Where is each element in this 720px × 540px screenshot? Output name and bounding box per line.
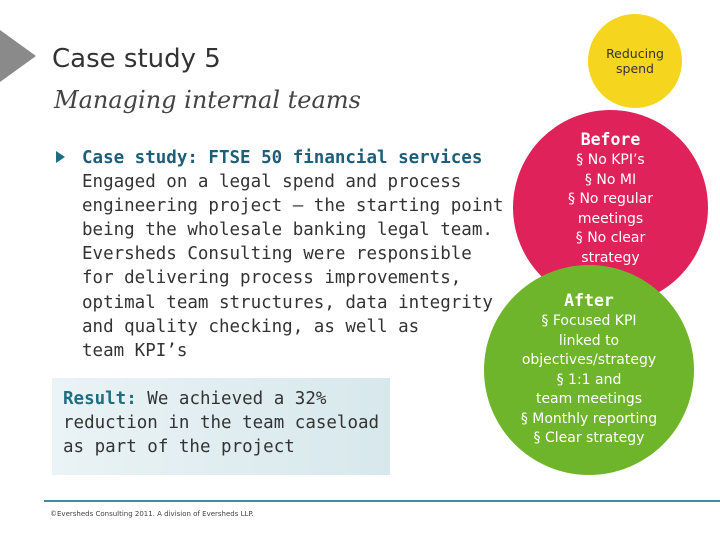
after-heading: After [564, 291, 614, 310]
result-text: We achieved a 32% reduction in the team caseload as part of the project [63, 389, 380, 457]
after-item: § Focused KPI linked to objectives/strategy [521, 313, 657, 368]
triangle-bullet-icon [56, 151, 65, 163]
badge-label: Reducing spend [606, 46, 664, 76]
result-label: Result: [63, 389, 137, 409]
after-list [484, 312, 694, 449]
after-item: § Clear strategy [533, 430, 645, 446]
footer-copyright: ©Eversheds Consulting 2011. A division of Eversheds LLP. [50, 510, 254, 518]
slide-subtitle: Managing internal teams [54, 86, 361, 114]
before-item: § No clear strategy [575, 230, 646, 266]
before-item: § No KPI’s [576, 152, 645, 168]
slide-title: Case study 5 [52, 44, 221, 74]
case-study-section [50, 146, 520, 363]
after-circle [484, 265, 694, 475]
before-list [513, 151, 708, 268]
after-item: § 1:1 and team meetings [535, 371, 643, 407]
before-item: § No regular meetings [568, 191, 653, 227]
result-box [52, 378, 390, 475]
reducing-spend-badge [588, 14, 682, 108]
after-item: § Monthly reporting [520, 410, 658, 427]
case-study-body: Engaged on a legal spend and process engineering project – the starting point being the wholesale banking legal team. Eversheds Consulting were responsible for delivering process improvements, optimal team structures, data integrity and quality checking, as well as team KPI’s [82, 172, 504, 361]
corner-tab-decoration [0, 30, 36, 82]
footer-divider [44, 500, 720, 502]
before-heading: Before [580, 130, 641, 149]
before-item: § No MI [584, 171, 637, 188]
case-study-heading: Case study: FTSE 50 financial services [82, 148, 483, 168]
